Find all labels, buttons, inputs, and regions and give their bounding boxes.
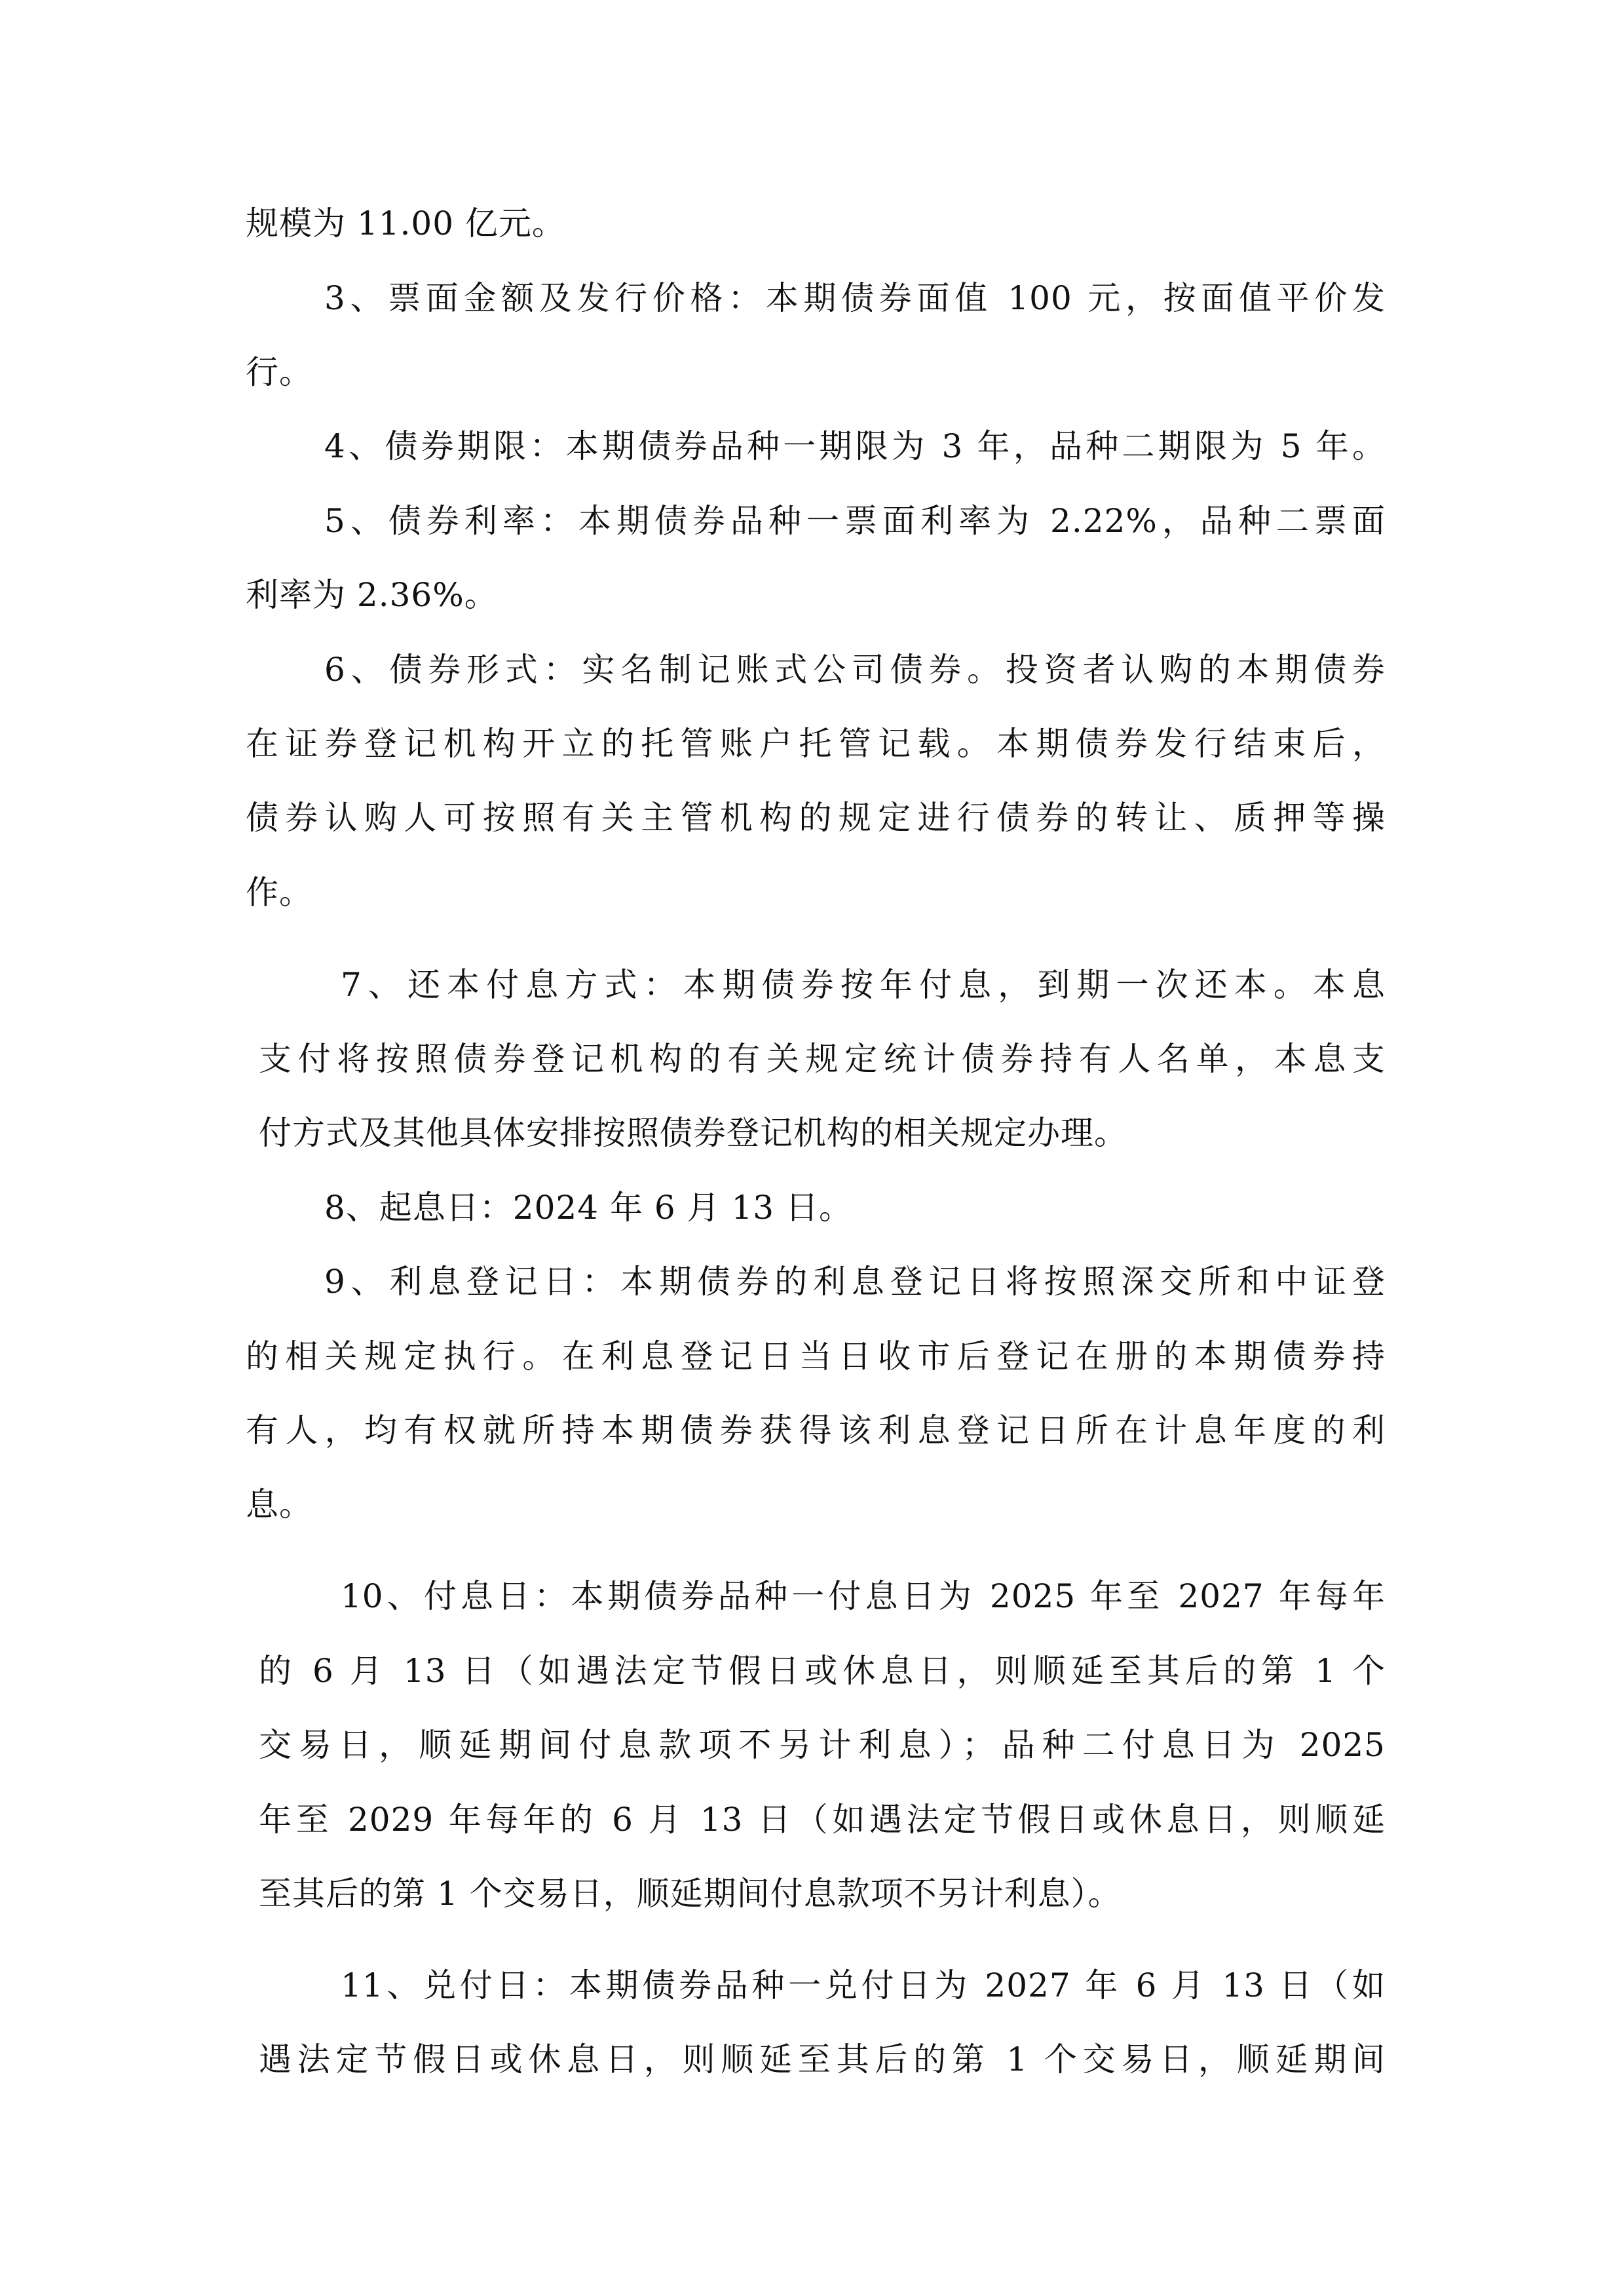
text-line: 至其后的第 1 个交易日，顺延期间付息款项不另计利息）。 [259,1875,1122,1913]
text-line: 债券认购人可按照有关主管机构的规定进行债券的转让、质押等操 [246,799,1386,837]
text-line: 9、利息登记日：本期债券的利息登记日将按照深交所和中证登 [324,1263,1386,1301]
text-line: 支付将按照债券登记机构的有关规定统计债券持有人名单，本息支 [259,1040,1386,1078]
text-line: 遇法定节假日或休息日，则顺延至其后的第 1 个交易日，顺延期间 [259,2040,1386,2078]
text-line: 3、票面金额及发行价格：本期债券面值 100 元，按面值平价发 [324,279,1386,317]
text-line: 的相关规定执行。在利息登记日当日收市后登记在册的本期债券持 [246,1337,1386,1375]
text-line: 的 6 月 13 日（如遇法定节假日或休息日，则顺延至其后的第 1 个 [259,1652,1386,1690]
text-line: 交易日，顺延期间付息款项不另计利息）；品种二付息日为 2025 [259,1726,1386,1764]
text-line: 利率为 2.36%。 [246,576,498,614]
text-line: 行。 [246,353,312,391]
text-line: 11、兑付日：本期债券品种一兑付日为 2027 年 6 月 13 日（如 [341,1966,1386,2004]
text-line: 10、付息日：本期债券品种一付息日为 2025 年至 2027 年每年 [341,1577,1386,1615]
text-line: 年至 2029 年每年的 6 月 13 日（如遇法定节假日或休息日，则顺延 [259,1801,1386,1839]
text-line: 4、债券期限：本期债券品种一期限为 3 年，品种二期限为 5 年。 [324,427,1386,465]
text-line: 在证券登记机构开立的托管账户托管记载。本期债券发行结束后， [246,725,1386,763]
text-line: 7、还本付息方式：本期债券按年付息，到期一次还本。本息 [341,966,1386,1004]
text-line: 有人，均有权就所持本期债券获得该利息登记日所在计息年度的利 [246,1411,1386,1449]
text-line: 5、债券利率：本期债券品种一票面利率为 2.22%，品种二票面 [324,502,1386,540]
text-line: 付方式及其他具体安排按照债券登记机构的相关规定办理。 [259,1114,1127,1152]
text-line: 息。 [246,1485,312,1523]
text-line: 规模为 11.00 亿元。 [246,204,565,242]
text-line: 作。 [246,873,312,911]
text-line: 6、债券形式：实名制记账式公司债券。投资者认购的本期债券 [324,651,1386,689]
text-line: 8、起息日：2024 年 6 月 13 日。 [324,1189,852,1227]
